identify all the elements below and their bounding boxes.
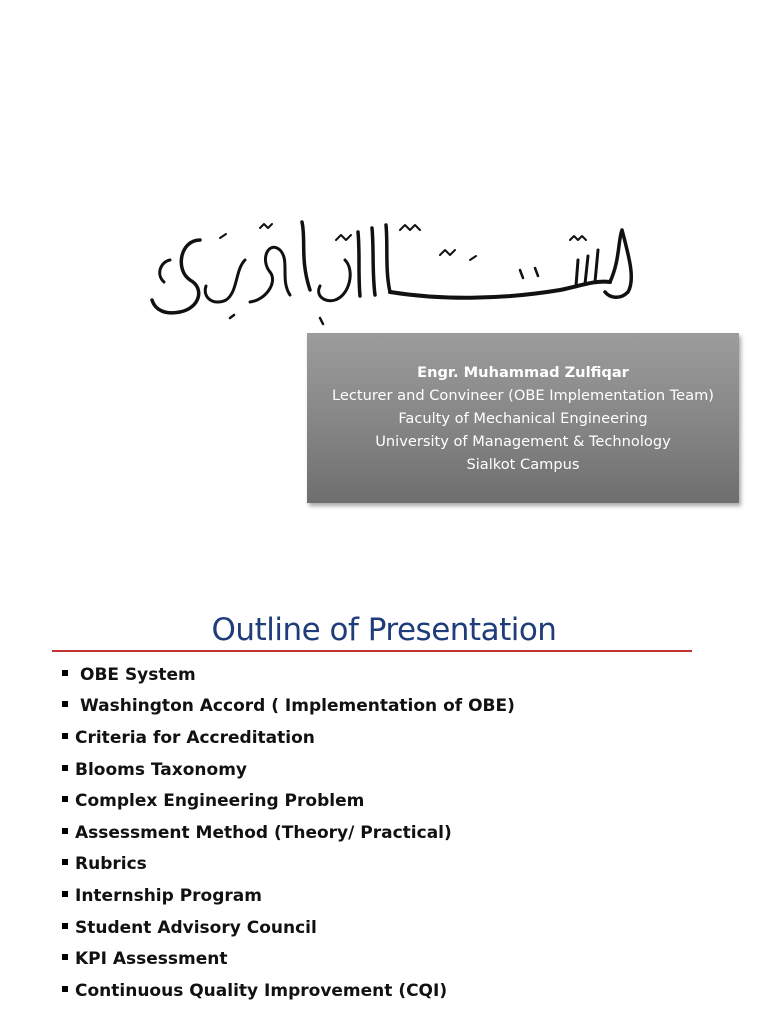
outline-item: Internship Program	[62, 880, 742, 912]
square-bullet-icon	[62, 859, 68, 865]
square-bullet-icon	[62, 765, 68, 771]
presenter-campus: Sialkot Campus	[466, 456, 580, 473]
square-bullet-icon	[62, 828, 68, 834]
presenter-university: University of Management & Technology	[375, 433, 671, 450]
outline-item: Assessment Method (Theory/ Practical)	[62, 817, 742, 849]
outline-item: Continuous Quality Improvement (CQI)	[62, 975, 742, 1007]
square-bullet-icon	[62, 954, 68, 960]
square-bullet-icon	[62, 891, 68, 897]
square-bullet-icon	[62, 733, 68, 739]
presenter-role: Lecturer and Convineer (OBE Implementation Team)	[332, 387, 714, 404]
outline-list	[62, 659, 742, 1007]
presenter-name: Engr. Muhammad Zulfiqar	[417, 364, 629, 381]
outline-item: Rubrics	[62, 849, 742, 881]
outline-item: Washington Accord ( Implementation of OBE)	[62, 691, 742, 723]
square-bullet-icon	[62, 796, 68, 802]
outline-item: Complex Engineering Problem	[62, 785, 742, 817]
presenter-faculty: Faculty of Mechanical Engineering	[398, 410, 648, 427]
outline-item: Blooms Taxonomy	[62, 754, 742, 786]
title-divider	[52, 650, 692, 652]
square-bullet-icon	[62, 670, 68, 676]
outline-item: KPI Assessment	[62, 943, 742, 975]
outline-title: Outline of Presentation	[211, 612, 557, 648]
square-bullet-icon	[62, 701, 68, 707]
outline-item: Criteria for Accreditation	[62, 722, 742, 754]
bismillah-calligraphy-icon	[140, 200, 640, 330]
square-bullet-icon	[62, 923, 68, 929]
square-bullet-icon	[62, 986, 68, 992]
presenter-info-box	[307, 333, 739, 503]
outline-item: OBE System	[62, 659, 742, 691]
outline-item: Student Advisory Council	[62, 912, 742, 944]
